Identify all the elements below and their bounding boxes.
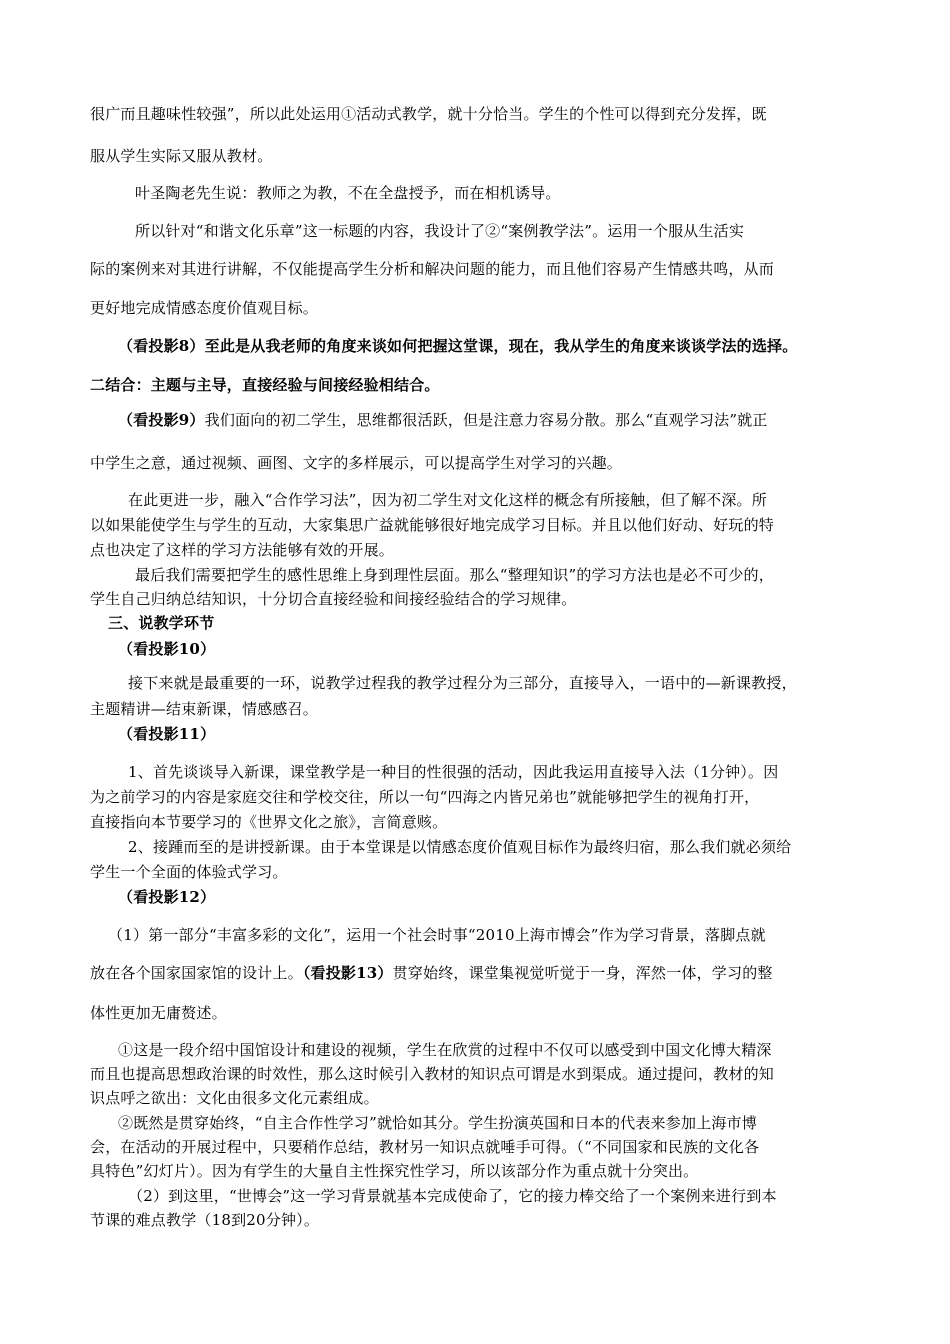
paragraph-line: 具特色”幻灯片）。因为有学生的大量自主性探究性学习，所以该部分作为重点就十分突出。 [90, 1162, 699, 1180]
paragraph-text: 贯穿始终，课堂集视觉听觉于一身，浑然一体，学习的整 [392, 964, 773, 982]
paragraph-line: 所以针对“和谐文化乐章”这一标题的内容，我设计了②“案例教学法”。运用一个服从生活实 [135, 222, 745, 240]
paragraph-line: 会，在活动的开展过程中，只要稍作总结，教材另一知识点就唾手可得。（“不同国家和民族的文化各 [90, 1138, 760, 1156]
slide-reference: （看投影11） [118, 725, 216, 743]
paragraph-line: 叶圣陶老先生说：教师之为教，不在全盘授予，而在相机诱导。 [135, 184, 561, 202]
paragraph-line: 主题精讲—结束新课，情感感召。 [90, 700, 319, 718]
paragraph-text: 我们面向的初二学生，思维都很活跃，但是注意力容易分散。那么“直观学习法”就正 [204, 411, 768, 429]
paragraph-line: 直接指向本节要学习的《世界文化之旅》，言简意赅。 [90, 813, 448, 831]
section-heading: 三、说教学环节 [108, 614, 215, 632]
paragraph-line: 服从学生实际又服从教材。 [90, 147, 273, 165]
paragraph-line: ①这是一段介绍中国馆设计和建设的视频，学生在欣赏的过程中不仅可以感受到中国文化博大精深 [118, 1041, 772, 1059]
paragraph-line: ②既然是贯穿始终，“自主合作性学习”就恰如其分。学生扮演英国和日本的代表来参加上海市博 [118, 1114, 757, 1132]
paragraph-line: 学生一个全面的体验式学习。 [90, 863, 288, 881]
paragraph-line: 接下来就是最重要的一环，说教学过程我的教学过程分为三部分，直接导入，一语中的—新课教授， [128, 674, 797, 692]
paragraph-line [90, 963, 870, 983]
paragraph-line: 中学生之意，通过视频、画图、文字的多样展示，可以提高学生对学习的兴趣。 [90, 454, 623, 472]
paragraph-line: 2、接踵而至的是讲授新课。由于本堂课是以情感态度价值观目标作为最终归宿，那么我们就必须给 [128, 838, 792, 856]
paragraph-line: 1、首先谈谈导入新课，课堂教学是一种目的性很强的活动，因此我运用直接导入法（1分钟）。因 [128, 763, 779, 781]
paragraph-line: 学生自己归纳总结知识，十分切合直接经验和间接经验结合的学习规律。 [90, 590, 577, 608]
paragraph-line: 点也决定了这样的学习方法能够有效的开展。 [90, 541, 395, 559]
paragraph-line: 节课的难点教学（18到20分钟）。 [90, 1211, 320, 1229]
paragraph-line: 体性更加无庸赘述。 [90, 1004, 227, 1022]
paragraph-line: 识点呼之欲出：文化由很多文化元素组成。 [90, 1089, 379, 1107]
paragraph-line: 际的案例来对其进行讲解，不仅能提高学生分析和解决问题的能力，而且他们容易产生情感共鸣，从而 [90, 260, 775, 278]
section-heading: 二结合：主题与主导，直接经验与间接经验相结合。 [90, 376, 440, 394]
paragraph-line: 在此更进一步，融入“合作学习法”，因为初二学生对文化这样的概念有所接触，但了解不深。所 [128, 491, 767, 509]
paragraph-line: （2）到这里，“世博会”这一学习背景就基本完成使命了，它的接力棒交给了一个案例来进行到本 [128, 1187, 777, 1205]
paragraph-line: （看投影8）至此是从我老师的角度来谈如何把握这堂课，现在，我从学生的角度来谈谈学法的选择。 [118, 337, 798, 355]
slide-reference: （看投影9） [118, 411, 205, 429]
paragraph-line: 为之前学习的内容是家庭交往和学校交往，所以一句“四海之内皆兄弟也”就能够把学生的视角打开， [90, 788, 760, 806]
paragraph-line: 最后我们需要把学生的感性思维上身到理性层面。那么“整理知识”的学习方法也是必不可少的， [135, 566, 774, 584]
paragraph-line: 以如果能使学生与学生的互动，大家集思广益就能够很好地完成学习目标。并且以他们好动、好玩的特 [90, 516, 775, 534]
slide-reference: （看投影10） [118, 640, 216, 658]
paragraph-line: 更好地完成情感态度价值观目标。 [90, 299, 319, 317]
paragraph-line: 而且也提高思想政治课的时效性，那么这时候引入教材的知识点可谓是水到渠成。通过提问，教材的知 [90, 1065, 775, 1083]
slide-reference: （看投影13） [302, 964, 393, 982]
paragraph-text: 放在各个国家国家馆的设计上。 [90, 964, 303, 982]
paragraph-line: （1）第一部分“丰富多彩的文化”，运用一个社会时事“2010上海市博会”作为学习背景，落脚点就 [108, 926, 766, 944]
paragraph-line [118, 410, 898, 430]
slide-reference: （看投影12） [118, 888, 216, 906]
paragraph-line: 很广而且趣味性较强”，所以此处运用①活动式教学，就十分恰当。学生的个性可以得到充分发挥，既 [90, 105, 767, 123]
